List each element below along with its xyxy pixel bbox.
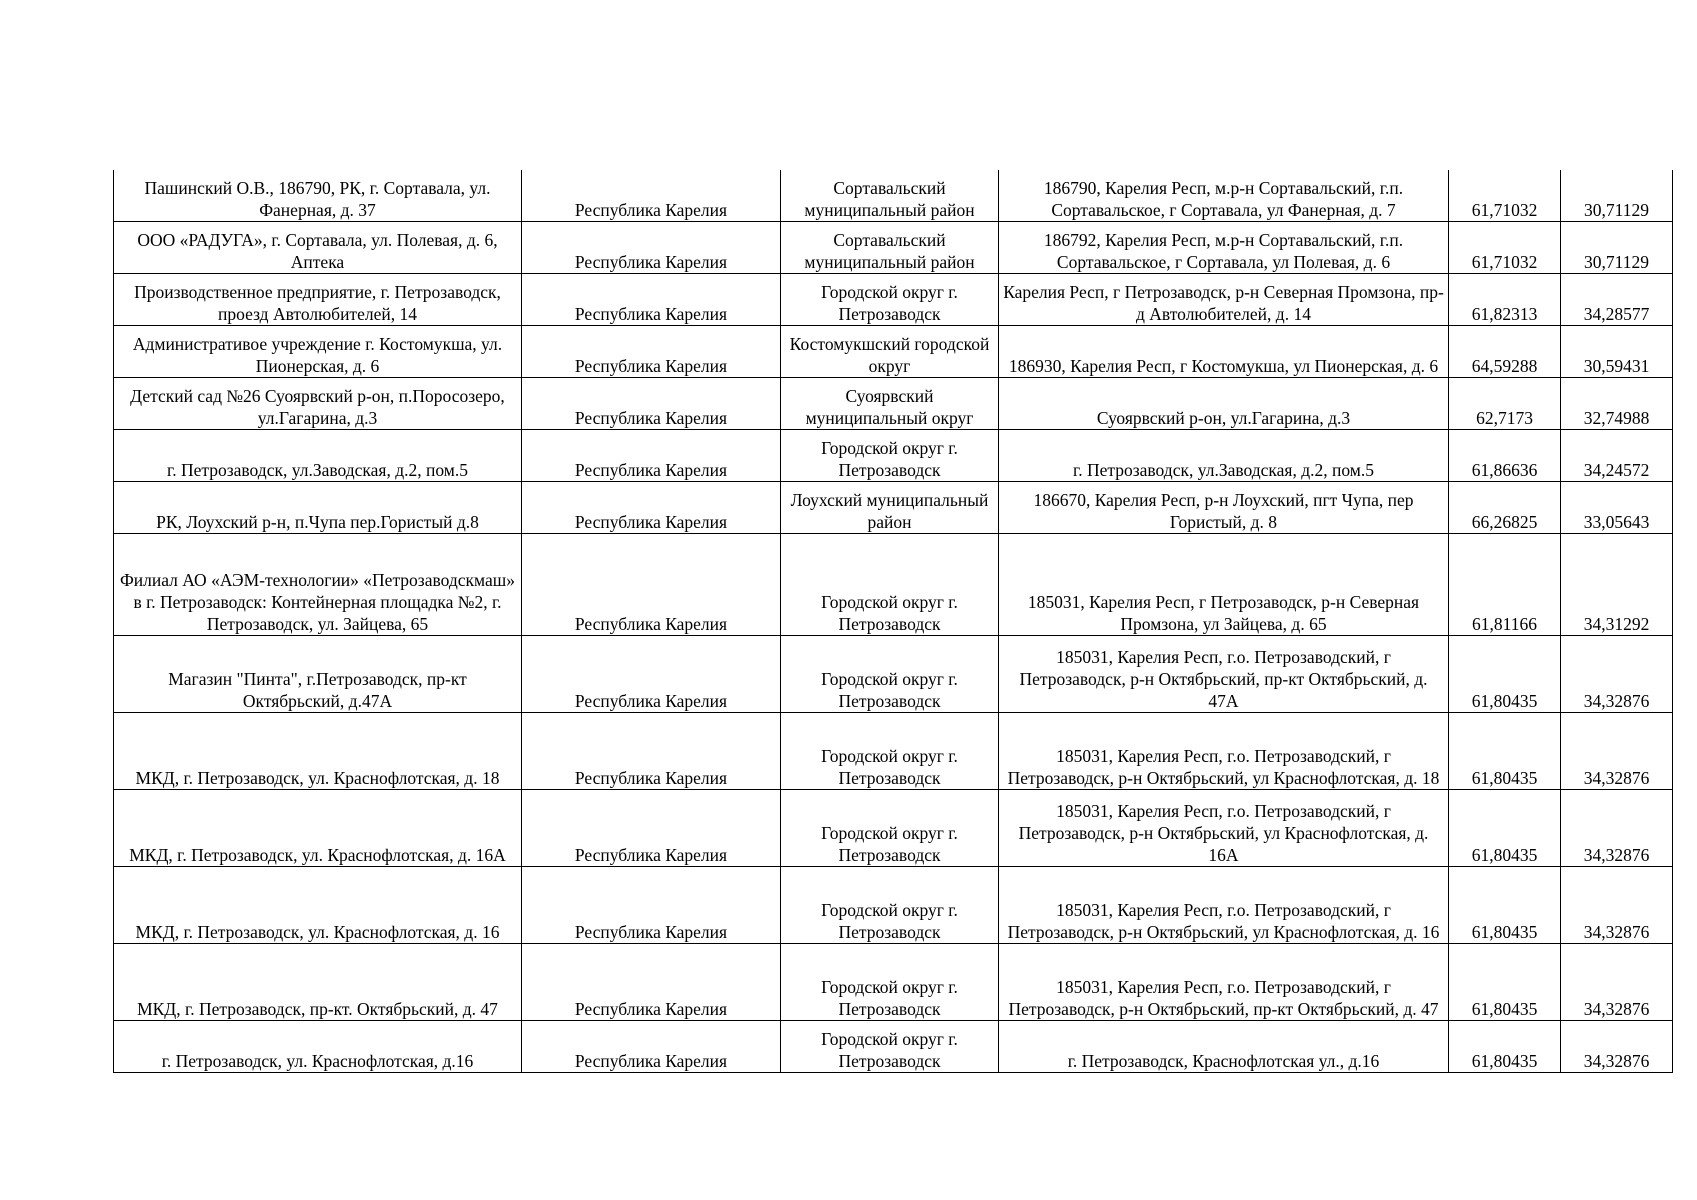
- table-row: [114, 430, 1673, 482]
- table-row: [114, 170, 1673, 222]
- longitude-cell: 34,32876: [1561, 944, 1673, 1021]
- longitude-cell: 30,71129: [1561, 222, 1673, 274]
- municipality-cell: Суоярвский муниципальный округ: [781, 378, 999, 430]
- object-name-cell: г. Петрозаводск, ул. Краснофлотская, д.16: [114, 1021, 522, 1073]
- locations-table: [113, 170, 1673, 1073]
- municipality-cell: Сортавальский муниципальный район: [781, 222, 999, 274]
- region-cell: Республика Карелия: [522, 636, 781, 713]
- table-row: [114, 534, 1673, 636]
- table-row: [114, 326, 1673, 378]
- object-name-cell: Пашинский О.В., 186790, РК, г. Сортавала, ул. Фанерная, д. 37: [114, 170, 522, 222]
- longitude-cell: 34,32876: [1561, 790, 1673, 867]
- table-row: [114, 636, 1673, 713]
- longitude-cell: 34,24572: [1561, 430, 1673, 482]
- table-row: [114, 1021, 1673, 1073]
- longitude-cell: 33,05643: [1561, 482, 1673, 534]
- region-cell: Республика Карелия: [522, 378, 781, 430]
- address-cell: 185031, Карелия Респ, г.о. Петрозаводский, г Петрозаводск, р-н Октябрьский, пр-кт Октябрьский, д. 47А: [999, 636, 1449, 713]
- address-cell: 185031, Карелия Респ, г Петрозаводск, р-н Северная Промзона, ул Зайцева, д. 65: [999, 534, 1449, 636]
- table-row: [114, 944, 1673, 1021]
- object-name-cell: Магазин "Пинта", г.Петрозаводск, пр-кт Октябрьский, д.47А: [114, 636, 522, 713]
- municipality-cell: Городской округ г. Петрозаводск: [781, 944, 999, 1021]
- latitude-cell: 61,86636: [1449, 430, 1561, 482]
- address-cell: 186670, Карелия Респ, р-н Лоухский, пгт Чупа, пер Гористый, д. 8: [999, 482, 1449, 534]
- region-cell: Республика Карелия: [522, 430, 781, 482]
- latitude-cell: 64,59288: [1449, 326, 1561, 378]
- address-cell: г. Петрозаводск, Краснофлотская ул., д.16: [999, 1021, 1449, 1073]
- object-name-cell: ООО «РАДУГА», г. Сортавала, ул. Полевая, д. 6, Аптека: [114, 222, 522, 274]
- address-cell: Суоярвский р-он, ул.Гагарина, д.3: [999, 378, 1449, 430]
- table-row: [114, 222, 1673, 274]
- object-name-cell: РК, Лоухский р-н, п.Чупа пер.Гористый д.8: [114, 482, 522, 534]
- table-row: [114, 482, 1673, 534]
- longitude-cell: 30,59431: [1561, 326, 1673, 378]
- municipality-cell: Городской округ г. Петрозаводск: [781, 636, 999, 713]
- region-cell: Республика Карелия: [522, 170, 781, 222]
- latitude-cell: 61,80435: [1449, 867, 1561, 944]
- object-name-cell: МКД, г. Петрозаводск, ул. Краснофлотская, д. 16: [114, 867, 522, 944]
- municipality-cell: Городской округ г. Петрозаводск: [781, 713, 999, 790]
- table-row: [114, 274, 1673, 326]
- municipality-cell: Городской округ г. Петрозаводск: [781, 274, 999, 326]
- region-cell: Республика Карелия: [522, 326, 781, 378]
- address-cell: 186792, Карелия Респ, м.р-н Сортавальский, г.п. Сортавальское, г Сортавала, ул Полевая, д. 6: [999, 222, 1449, 274]
- object-name-cell: МКД, г. Петрозаводск, ул. Краснофлотская, д. 16А: [114, 790, 522, 867]
- object-name-cell: Производственное предприятие, г. Петрозаводск, проезд Автолюбителей, 14: [114, 274, 522, 326]
- longitude-cell: 34,31292: [1561, 534, 1673, 636]
- latitude-cell: 66,26825: [1449, 482, 1561, 534]
- object-name-cell: г. Петрозаводск, ул.Заводская, д.2, пом.5: [114, 430, 522, 482]
- region-cell: Республика Карелия: [522, 790, 781, 867]
- object-name-cell: МКД, г. Петрозаводск, ул. Краснофлотская, д. 18: [114, 713, 522, 790]
- latitude-cell: 61,80435: [1449, 790, 1561, 867]
- table-row: [114, 378, 1673, 430]
- municipality-cell: Городской округ г. Петрозаводск: [781, 1021, 999, 1073]
- longitude-cell: 34,32876: [1561, 1021, 1673, 1073]
- object-name-cell: Административое учреждение г. Костомукша, ул. Пионерская, д. 6: [114, 326, 522, 378]
- address-cell: Карелия Респ, г Петрозаводск, р-н Северная Промзона, пр-д Автолюбителей, д. 14: [999, 274, 1449, 326]
- latitude-cell: 62,7173: [1449, 378, 1561, 430]
- table-row: [114, 790, 1673, 867]
- longitude-cell: 32,74988: [1561, 378, 1673, 430]
- region-cell: Республика Карелия: [522, 482, 781, 534]
- address-cell: 186790, Карелия Респ, м.р-н Сортавальский, г.п. Сортавальское, г Сортавала, ул Фанерная, д. 7: [999, 170, 1449, 222]
- table-row: [114, 867, 1673, 944]
- municipality-cell: Городской округ г. Петрозаводск: [781, 534, 999, 636]
- region-cell: Республика Карелия: [522, 1021, 781, 1073]
- table-row: [114, 713, 1673, 790]
- latitude-cell: 61,80435: [1449, 713, 1561, 790]
- municipality-cell: Городской округ г. Петрозаводск: [781, 430, 999, 482]
- region-cell: Республика Карелия: [522, 222, 781, 274]
- latitude-cell: 61,80435: [1449, 1021, 1561, 1073]
- region-cell: Республика Карелия: [522, 274, 781, 326]
- region-cell: Республика Карелия: [522, 713, 781, 790]
- longitude-cell: 34,32876: [1561, 636, 1673, 713]
- municipality-cell: Сортавальский муниципальный район: [781, 170, 999, 222]
- latitude-cell: 61,80435: [1449, 944, 1561, 1021]
- address-cell: 185031, Карелия Респ, г.о. Петрозаводский, г Петрозаводск, р-н Октябрьский, ул Краснофлотская, д. 18: [999, 713, 1449, 790]
- address-cell: 185031, Карелия Респ, г.о. Петрозаводский, г Петрозаводск, р-н Октябрьский, ул Краснофлотская, д. 16: [999, 867, 1449, 944]
- latitude-cell: 61,71032: [1449, 170, 1561, 222]
- address-cell: г. Петрозаводск, ул.Заводская, д.2, пом.5: [999, 430, 1449, 482]
- object-name-cell: Детский сад №26 Суоярвский р-он, п.Поросозеро, ул.Гагарина, д.3: [114, 378, 522, 430]
- latitude-cell: 61,71032: [1449, 222, 1561, 274]
- object-name-cell: Филиал АО «АЭМ-технологии» «Петрозаводскмаш» в г. Петрозаводск: Контейнерная площадка №2, г. Петрозаводск, ул. Зайцева, 65: [114, 534, 522, 636]
- address-cell: 185031, Карелия Респ, г.о. Петрозаводский, г Петрозаводск, р-н Октябрьский, ул Краснофлотская, д. 16А: [999, 790, 1449, 867]
- object-name-cell: МКД, г. Петрозаводск, пр-кт. Октябрьский, д. 47: [114, 944, 522, 1021]
- region-cell: Республика Карелия: [522, 944, 781, 1021]
- region-cell: Республика Карелия: [522, 534, 781, 636]
- longitude-cell: 30,71129: [1561, 170, 1673, 222]
- latitude-cell: 61,82313: [1449, 274, 1561, 326]
- municipality-cell: Лоухский муниципальный район: [781, 482, 999, 534]
- address-cell: 185031, Карелия Респ, г.о. Петрозаводский, г Петрозаводск, р-н Октябрьский, пр-кт Октябрьский, д. 47: [999, 944, 1449, 1021]
- longitude-cell: 34,32876: [1561, 713, 1673, 790]
- municipality-cell: Городской округ г. Петрозаводск: [781, 867, 999, 944]
- region-cell: Республика Карелия: [522, 867, 781, 944]
- municipality-cell: Городской округ г. Петрозаводск: [781, 790, 999, 867]
- longitude-cell: 34,28577: [1561, 274, 1673, 326]
- municipality-cell: Костомукшский городской округ: [781, 326, 999, 378]
- latitude-cell: 61,80435: [1449, 636, 1561, 713]
- address-cell: 186930, Карелия Респ, г Костомукша, ул Пионерская, д. 6: [999, 326, 1449, 378]
- latitude-cell: 61,81166: [1449, 534, 1561, 636]
- longitude-cell: 34,32876: [1561, 867, 1673, 944]
